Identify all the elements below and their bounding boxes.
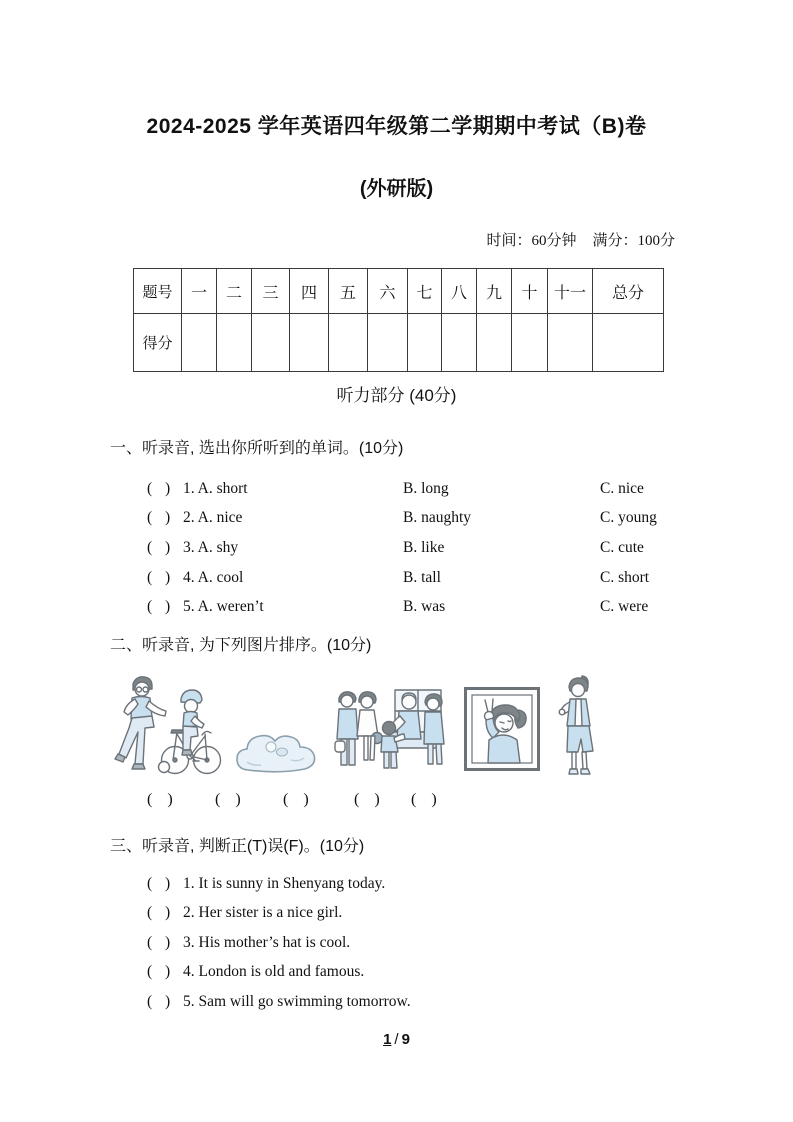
answer-blank: ( ): [147, 538, 171, 556]
total-pages: 9: [401, 1031, 410, 1048]
section2-title: 二、听录音, 为下列图片排序。(10分): [110, 637, 372, 654]
answer-blank: ( ): [354, 791, 380, 808]
statement: 5. Sam will go swimming tomorrow.: [183, 992, 411, 1010]
exam-edition: (外研版): [359, 178, 434, 200]
option-a: 5. A. weren’t: [183, 598, 264, 616]
answer-blank: ( ): [147, 598, 171, 616]
answer-blank: ( ): [147, 904, 171, 922]
score-col: 五: [329, 269, 368, 314]
score-cell: [182, 314, 217, 372]
answer-blank: ( ): [411, 791, 437, 808]
score-col: 十: [512, 269, 548, 314]
score-cell: [252, 314, 290, 372]
score-table-label-score: 得分: [134, 314, 182, 372]
option-c: C. young: [600, 509, 657, 527]
exam-meta: [486, 229, 675, 250]
father-teaching-boy-to-ride-bike-image: [112, 672, 222, 778]
score-cell: [408, 314, 442, 372]
section3-items: [147, 869, 683, 1017]
option-b: B. tall: [403, 568, 441, 586]
score-cell: [217, 314, 252, 372]
choice-row: [147, 474, 683, 504]
score-table-label-question: 题号: [134, 269, 182, 314]
true-false-row: [147, 987, 683, 1017]
score-col: 二: [217, 269, 252, 314]
answer-blank: ( ): [147, 933, 171, 951]
score-col: 七: [408, 269, 442, 314]
score-col: 四: [290, 269, 329, 314]
score-cell: [512, 314, 548, 372]
score-cell: [477, 314, 512, 372]
choice-row: [147, 563, 683, 593]
option-b: B. long: [403, 479, 449, 497]
score-table-score-row: [134, 314, 664, 372]
section1-items: [147, 474, 683, 622]
full-score: 满分：100分: [592, 233, 675, 249]
option-c: C. short: [600, 568, 650, 586]
answer-blank: ( ): [147, 791, 173, 808]
option-a: 2. A. nice: [183, 509, 243, 527]
option-c: C. nice: [600, 479, 644, 497]
choice-row: [147, 592, 683, 622]
option-a: 1. A. short: [183, 479, 248, 497]
answer-blank: ( ): [147, 963, 171, 981]
score-col-total: 总分: [593, 269, 664, 314]
statement: 4. London is old and famous.: [183, 963, 365, 981]
score-cell: [442, 314, 477, 372]
section1-title: 一、听录音, 选出你所听到的单词。(10分): [110, 440, 404, 457]
score-col: 九: [477, 269, 512, 314]
option-a: 3. A. shy: [183, 538, 239, 556]
option-c: C. cute: [600, 538, 644, 556]
time-limit: 时间：60分钟: [486, 233, 577, 249]
score-cell: [290, 314, 329, 372]
statement: 3. His mother’s hat is cool.: [183, 933, 351, 951]
score-col: 八: [442, 269, 477, 314]
score-cell: [548, 314, 593, 372]
answer-blank: ( ): [215, 791, 241, 808]
score-cell: [593, 314, 664, 372]
true-false-row: [147, 958, 683, 988]
true-false-row: [147, 869, 683, 899]
family-visiting-grandparents-image: [333, 686, 445, 778]
answer-blank: ( ): [147, 479, 171, 497]
option-c: C. were: [600, 598, 649, 616]
page-separator: /: [394, 1031, 399, 1048]
section3-title: 三、听录音, 判断正(T)误(F)。(10分): [110, 838, 365, 855]
exam-title: 2024-2025 学年英语四年级第二学期期中考试（B)卷: [146, 115, 647, 138]
answer-blank: ( ): [283, 791, 309, 808]
true-false-row: [147, 928, 683, 958]
choice-row: [147, 533, 683, 563]
statement: 1. It is sunny in Shenyang today.: [183, 874, 386, 892]
choice-row: [147, 504, 683, 534]
score-col: 六: [368, 269, 408, 314]
score-cell: [329, 314, 368, 372]
true-false-row: [147, 899, 683, 929]
cloud-image: [233, 726, 319, 776]
option-b: B. was: [403, 598, 446, 616]
score-col: 三: [252, 269, 290, 314]
answer-blank: ( ): [147, 992, 171, 1010]
answer-blank: ( ): [147, 568, 171, 586]
option-b: B. like: [403, 538, 445, 556]
answer-blank: ( ): [147, 509, 171, 527]
answer-blank: ( ): [147, 874, 171, 892]
page-footer: [0, 1031, 793, 1048]
option-b: B. naughty: [403, 509, 472, 527]
score-table-header-row: [134, 269, 664, 314]
score-col: 一: [182, 269, 217, 314]
framed-photo-girl-peace-sign-image: [463, 686, 541, 772]
score-table: [133, 268, 664, 372]
current-page-number: 1: [383, 1031, 392, 1048]
score-col: 十一: [548, 269, 593, 314]
statement: 2. Her sister is a nice girl.: [183, 904, 343, 922]
score-cell: [368, 314, 408, 372]
listening-part-heading: 听力部分 (40分): [336, 386, 457, 405]
option-a: 4. A. cool: [183, 568, 244, 586]
woman-standing-gesturing-image: [555, 674, 603, 778]
